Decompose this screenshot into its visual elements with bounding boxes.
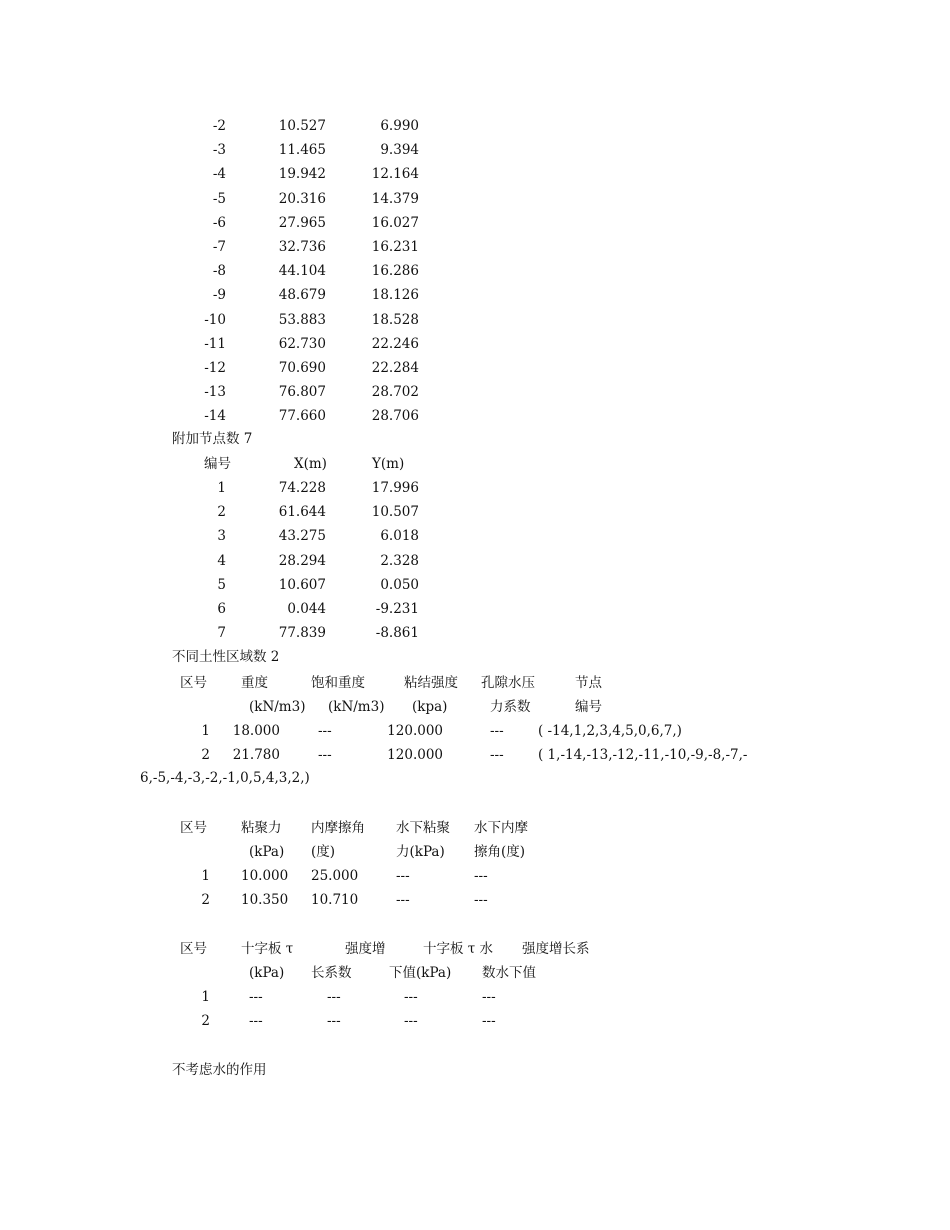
additional-node-no: 4 <box>217 553 226 569</box>
additional-node-no: 7 <box>217 625 226 641</box>
outer-node-no: -12 <box>204 360 226 376</box>
soil-nodes-continuation: 6,-5,-4,-3,-2,-1,0,5,4,3,2,) <box>140 770 310 786</box>
vane-zone: 1 <box>201 989 210 1005</box>
strength-cohesion: 10.350 <box>241 892 289 908</box>
vane-header-growth-unit: 长系数 <box>311 965 352 981</box>
strength-header-cohesion-unit: (kPa) <box>249 844 285 860</box>
vane-header-growth-uw: 强度增长系 <box>522 941 590 957</box>
additional-node-x: 28.294 <box>278 553 326 569</box>
outer-node-y: 14.379 <box>371 191 419 207</box>
outer-node-no: -9 <box>212 287 226 303</box>
strength-friction: 25.000 <box>311 868 359 884</box>
soil-pore-pressure: --- <box>490 723 504 739</box>
vane-growth-uw: --- <box>482 989 496 1005</box>
outer-node-y: 9.394 <box>380 142 419 158</box>
strength-uw-cohesion: --- <box>396 892 410 908</box>
additional-node-x: 61.644 <box>278 504 326 520</box>
outer-node-y: 22.284 <box>371 360 419 376</box>
outer-node-no: -11 <box>204 336 226 352</box>
strength-header-uw-friction-unit: 擦角(度) <box>474 844 526 860</box>
additional-node-y: -9.231 <box>375 601 419 617</box>
additional-node-no: 6 <box>217 601 226 617</box>
vane-value: --- <box>249 1013 263 1029</box>
additional-node-y: 2.328 <box>380 553 419 569</box>
soil-header-sat-weight-unit: (kN/m3) <box>328 699 385 715</box>
outer-node-y: 22.246 <box>371 336 419 352</box>
soil-header-nodes-unit: 编号 <box>575 699 602 715</box>
strength-header-friction: 内摩擦角 <box>311 820 365 836</box>
additional-header-no: 编号 <box>204 456 231 472</box>
outer-node-y: 28.702 <box>371 384 419 400</box>
soil-header-unit-weight: 重度 <box>241 675 268 691</box>
soil-bond-strength: 120.000 <box>387 723 443 739</box>
soil-zone: 2 <box>201 747 210 763</box>
soil-header-zone: 区号 <box>180 675 207 691</box>
outer-node-y: 28.706 <box>371 408 419 424</box>
soil-header-sat-weight: 饱和重度 <box>311 675 365 691</box>
additional-node-x: 43.275 <box>278 528 326 544</box>
strength-uw-friction: --- <box>474 868 488 884</box>
additional-node-no: 1 <box>217 480 226 496</box>
outer-node-no: -6 <box>212 215 226 231</box>
strength-header-uw-friction: 水下内摩 <box>474 820 528 836</box>
outer-node-y: 16.027 <box>371 215 419 231</box>
vane-header-vane-unit: (kPa) <box>249 965 285 981</box>
outer-node-x: 48.679 <box>278 287 326 303</box>
outer-node-no: -5 <box>212 191 226 207</box>
vane-header-vane: 十字板 τ <box>241 941 294 957</box>
soil-sat-weight: --- <box>318 723 332 739</box>
vane-header-growth-uw-unit: 数水下值 <box>482 965 536 981</box>
vane-header-vane-uw: 十字板 τ 水 <box>423 941 494 957</box>
additional-node-no: 5 <box>217 577 226 593</box>
outer-node-x: 27.965 <box>278 215 326 231</box>
outer-node-no: -13 <box>204 384 226 400</box>
soil-header-bond-strength-unit: (kpa) <box>412 699 448 715</box>
outer-node-x: 44.104 <box>278 263 326 279</box>
strength-header-uw-cohesion-unit: 力(kPa) <box>396 844 445 860</box>
soil-header-bond-strength: 粘结强度 <box>404 675 458 691</box>
additional-node-no: 3 <box>217 528 226 544</box>
additional-node-x: 0.044 <box>287 601 326 617</box>
outer-node-no: -3 <box>212 142 226 158</box>
vane-value: --- <box>249 989 263 1005</box>
outer-node-x: 77.660 <box>278 408 326 424</box>
outer-node-x: 10.527 <box>278 118 326 134</box>
outer-node-x: 76.807 <box>278 384 326 400</box>
additional-node-x: 77.839 <box>278 625 326 641</box>
soil-header-pore-pressure: 孔隙水压 <box>481 675 535 691</box>
outer-node-y: 6.990 <box>380 118 419 134</box>
outer-node-y: 16.231 <box>371 239 419 255</box>
strength-header-uw-cohesion: 水下粘聚 <box>396 820 450 836</box>
additional-node-y: 10.507 <box>371 504 419 520</box>
outer-node-x: 20.316 <box>278 191 326 207</box>
strength-header-zone: 区号 <box>180 820 207 836</box>
outer-node-x: 19.942 <box>278 166 326 182</box>
strength-header-cohesion: 粘聚力 <box>241 820 282 836</box>
soil-header-pore-pressure-unit: 力系数 <box>490 699 531 715</box>
outer-node-y: 18.126 <box>371 287 419 303</box>
vane-growth: --- <box>327 1013 341 1029</box>
outer-node-no: -7 <box>212 239 226 255</box>
additional-node-x: 10.607 <box>278 577 326 593</box>
soil-nodes: ( 1,-14,-13,-12,-11,-10,-9,-8,-7,- <box>538 747 748 763</box>
strength-header-friction-unit: (度) <box>311 844 336 860</box>
outer-node-no: -8 <box>212 263 226 279</box>
additional-nodes-heading: 附加节点数 7 <box>172 431 253 447</box>
vane-growth-uw: --- <box>482 1013 496 1029</box>
outer-node-x: 70.690 <box>278 360 326 376</box>
soil-header-nodes: 节点 <box>575 675 602 691</box>
vane-growth: --- <box>327 989 341 1005</box>
vane-zone: 2 <box>201 1013 210 1029</box>
strength-zone: 2 <box>201 892 210 908</box>
vane-header-vane-uw-unit: 下值(kPa) <box>389 965 452 981</box>
outer-node-no: -2 <box>212 118 226 134</box>
outer-node-no: -4 <box>212 166 226 182</box>
additional-node-x: 74.228 <box>278 480 326 496</box>
outer-node-no: -10 <box>204 312 226 328</box>
vane-uw-value: --- <box>404 1013 418 1029</box>
soil-header-unit-weight-unit: (kN/m3) <box>249 699 306 715</box>
soil-unit-weight: 21.780 <box>232 747 280 763</box>
additional-node-y: 17.996 <box>371 480 419 496</box>
strength-uw-cohesion: --- <box>396 868 410 884</box>
additional-node-no: 2 <box>217 504 226 520</box>
outer-node-y: 16.286 <box>371 263 419 279</box>
soil-pore-pressure: --- <box>490 747 504 763</box>
outer-node-x: 53.883 <box>278 312 326 328</box>
additional-header-x: X(m) <box>294 456 327 472</box>
additional-node-y: -8.861 <box>375 625 419 641</box>
outer-node-no: -14 <box>204 408 226 424</box>
additional-node-y: 0.050 <box>380 577 419 593</box>
strength-uw-friction: --- <box>474 892 488 908</box>
outer-node-y: 12.164 <box>371 166 419 182</box>
outer-node-x: 62.730 <box>278 336 326 352</box>
outer-node-x: 11.465 <box>278 142 326 158</box>
vane-header-growth: 强度增 <box>345 941 386 957</box>
additional-node-y: 6.018 <box>380 528 419 544</box>
water-effect-note: 不考虑水的作用 <box>172 1062 267 1078</box>
strength-cohesion: 10.000 <box>241 868 289 884</box>
soil-bond-strength: 120.000 <box>387 747 443 763</box>
outer-node-x: 32.736 <box>278 239 326 255</box>
strength-zone: 1 <box>201 868 210 884</box>
soil-regions-heading: 不同土性区域数 2 <box>172 649 280 665</box>
additional-header-y: Y(m) <box>372 456 405 472</box>
strength-friction: 10.710 <box>311 892 359 908</box>
soil-zone: 1 <box>201 723 210 739</box>
vane-header-zone: 区号 <box>180 941 207 957</box>
outer-node-y: 18.528 <box>371 312 419 328</box>
vane-uw-value: --- <box>404 989 418 1005</box>
soil-sat-weight: --- <box>318 747 332 763</box>
soil-unit-weight: 18.000 <box>232 723 280 739</box>
soil-nodes: ( -14,1,2,3,4,5,0,6,7,) <box>538 723 682 739</box>
